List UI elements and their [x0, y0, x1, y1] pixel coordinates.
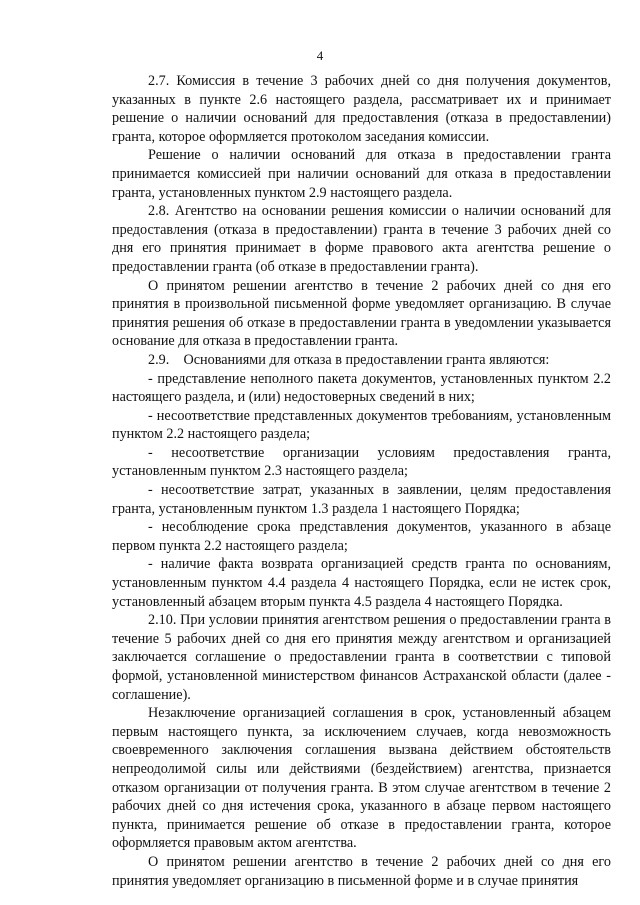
list-item-documents-mismatch: - несоответствие представленных документов требованиям, установленным пунктом 2.2 настоящего раздела; — [112, 407, 611, 443]
list-item-incomplete-package: - представление неполного пакета документов, установленных пунктом 2.2 настоящего раздела, и (или) недостоверных сведений в них; — [112, 370, 611, 406]
paragraph-decision-refusal: Решение о наличии оснований для отказа в предоставлении гранта принимается комиссией при наличии оснований для отказа в предоставлении гранта, установленных пунктом 2.9 настоящего раздела. — [112, 147, 611, 201]
paragraph-2-10: 2.10. При условии принятия агентством решения о предоставлении гранта в течение 5 рабочих дней со дня его принятия между агентством и организацией заключается соглашение о предоставлении гранта в соответствии с типовой формой, установленной министерством финансов Астраханской области (далее - соглашение). — [112, 612, 611, 703]
paragraph-non-conclusion: Незаключение организацией соглашения в срок, установленный абзацем первым настоящего пункта, за исключением случаев, когда невозможность своевременного заключения соглашения вызвана действием обстоятельств непреодолимой силы или действиями (бездействием) агентства, признается отказом организации от получения гранта. В этом случае агентством в течение 2 рабочих дней со дня истечения срока, указанного в абзаце первом настоящего пункта, принимается решение об отказе в предоставлении гранта, которое оформляется правовым актом агентства. — [112, 705, 611, 852]
paragraph-2-9: 2.9. Основаниями для отказа в предоставлении гранта являются: — [148, 351, 550, 368]
paragraph-2-8: 2.8. Агентство на основании решения комиссии о наличии оснований для предоставления (отказа в предоставлении) гранта в течение 3 рабочих дней со дня его принятия принимает в форме правового акта агентства решение о предоставлении гранта (об отказе в предоставлении гранта). — [112, 203, 611, 275]
list-item-grant-return: - наличие факта возврата организацией средств гранта по основаниям, установленным пунктом 4.4 раздела 4 настоящего Порядка, если не истек срок, установленный абзацем вторым пункта 4.5 раздела 4 настоящего Порядка. — [112, 556, 611, 610]
list-item-costs-mismatch: - несоответствие затрат, указанных в заявлении, целям предоставления гранта, установленным пунктом 1.3 раздела 1 настоящего Порядка; — [112, 482, 611, 517]
document-body — [112, 72, 611, 890]
page-number: 4 — [316, 48, 324, 63]
list-item-deadline-violation: - несоблюдение срока представления документов, указанного в абзаце первом пункта 2.2 настоящего раздела; — [112, 519, 611, 554]
paragraph-2-7: 2.7. Комиссия в течение 3 рабочих дней со дня получения документов, указанных в пункте 2.6 настоящего раздела, рассматривает их и принимает решение о наличии оснований для предоставления (отказа в предоставлении) гранта, которое оформляется протоколом заседания комиссии. — [112, 73, 611, 145]
paragraph-notification: О принятом решении агентство в течение 2 рабочих дней со дня его принятия в произвольной письменной форме уведомляет организацию. В случае принятия решения об отказе в предоставлении гранта в уведомлении указывается основание для отказа в предоставлении гранта. — [112, 277, 611, 350]
list-item-organization-mismatch: - несоответствие организации условиям предоставления гранта, установленным пунктом 2.3 настоящего раздела; — [112, 444, 611, 480]
paragraph-final-notification: О принятом решении агентство в течение 2 рабочих дней со дня его принятия уведомляет организацию в письменной форме и в случае принятия — [112, 853, 611, 889]
